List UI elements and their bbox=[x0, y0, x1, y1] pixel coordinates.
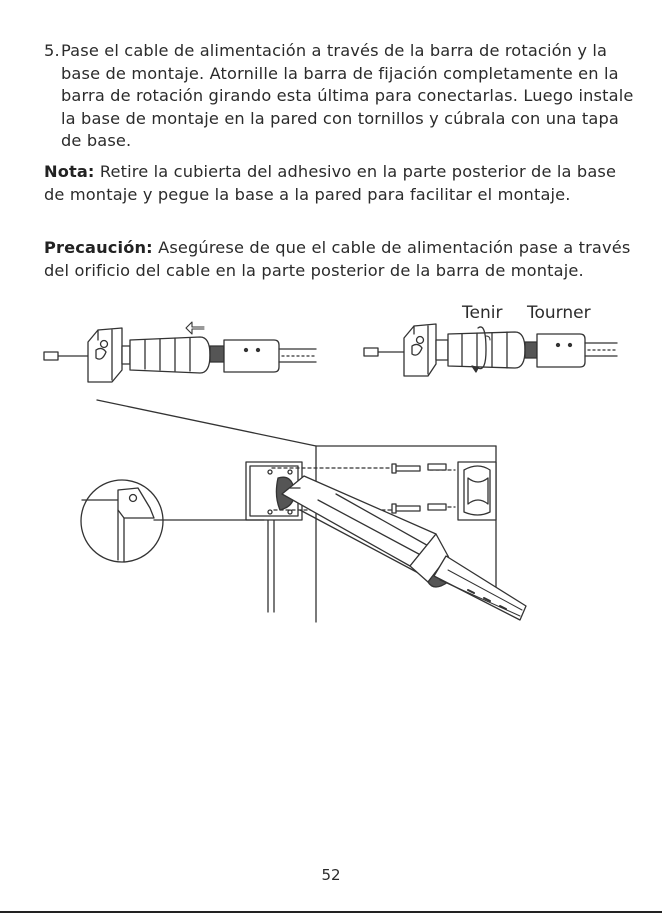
label-tenir: Tenir bbox=[462, 303, 503, 323]
page-number: 52 bbox=[321, 866, 341, 884]
note-paragraph bbox=[44, 161, 634, 206]
caution-paragraph bbox=[44, 237, 634, 282]
bottom-rule bbox=[0, 911, 662, 913]
caution-label: Precaución: bbox=[44, 238, 153, 257]
step-text: Pase el cable de alimentación a través de la barra de rotación y la base de montaje. Atornille la barra de fijación completamente en la barra de rotación girando esta última para conectarlas. Luego instale la base de montaje en la pared con tornillos y cúbrala con una tapa de base. bbox=[61, 41, 634, 150]
note-label: Nota: bbox=[44, 162, 95, 181]
assembly-insert-diagram bbox=[44, 322, 316, 382]
installation-illustration bbox=[0, 298, 662, 628]
wall-mount-diagram bbox=[81, 400, 526, 622]
step-5 bbox=[44, 40, 634, 153]
step-number: 5. bbox=[44, 41, 60, 60]
assembly-rotate-diagram bbox=[364, 324, 617, 376]
note-text: Retire la cubierta del adhesivo en la parte posterior de la base de montaje y pegue la base a la pared para facilitar el montaje. bbox=[44, 162, 617, 204]
caution-text: Asegúrese de que el cable de alimentación pase a través del orificio del cable en la parte posterior de la barra de montaje. bbox=[44, 238, 631, 280]
label-tourner: Tourner bbox=[527, 303, 591, 323]
